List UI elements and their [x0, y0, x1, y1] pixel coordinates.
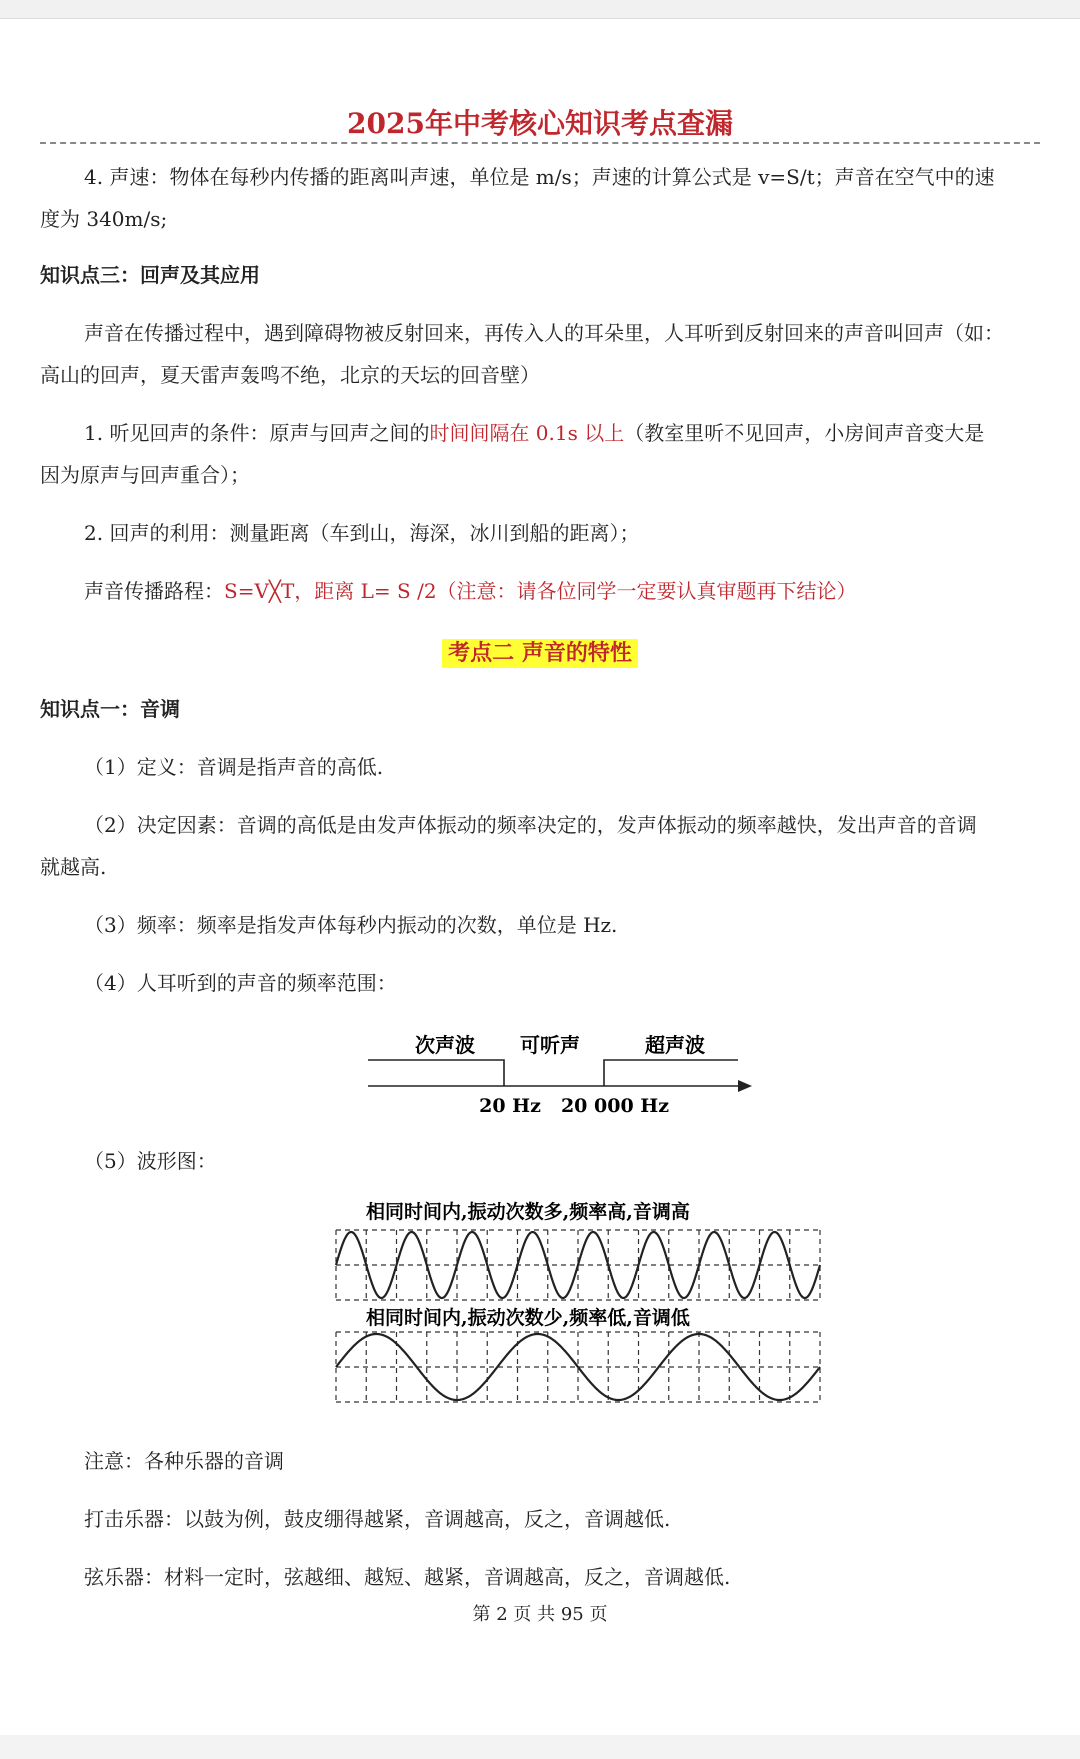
heading-echo: 知识点三：回声及其应用 — [40, 263, 260, 287]
document-title: 2025年中考核心知识考点查漏 — [347, 107, 733, 140]
speed-paragraph-cont: 度为 340m/s; — [40, 207, 168, 231]
axis-arrow-icon — [738, 1080, 752, 1092]
instrument-note: 注意：各种乐器的音调 — [84, 1449, 284, 1473]
page-footer: 第 2 页 共 95 页 — [472, 1604, 608, 1625]
echo-condition-line2: 因为原声与回声重合）； — [40, 463, 250, 487]
echo-condition — [40, 412, 1040, 454]
echo-use: 2. 回声的利用：测量距离（车到山，海深，冰川到船的距离）； — [84, 521, 640, 545]
pitch-definition: （1）定义：音调是指声音的高低. — [84, 755, 384, 779]
waveform-label: （5）波形图： — [84, 1149, 217, 1173]
percussion-note: 打击乐器：以鼓为例，鼓皮绷得越紧，音调越高，反之，音调越低. — [84, 1507, 671, 1531]
ultrasound-bracket — [604, 1060, 738, 1086]
echo-condition-highlight: 时间间隔在 0.1s 以上 — [429, 421, 625, 445]
title-divider — [40, 142, 1040, 144]
pitch-factor-line2: 就越高. — [40, 855, 107, 879]
waveform-high-caption: 相同时间内,振动次数多,频率高,音调高 — [366, 1201, 690, 1223]
echo-condition-suffix: （教室里听不见回声，小房间声音变大是 — [624, 421, 985, 445]
low-threshold-label: 20 Hz — [479, 1095, 541, 1117]
frequency-definition: （3）频率：频率是指发声体每秒内振动的次数，单位是 Hz. — [84, 913, 618, 937]
ultrasound-label: 超声波 — [645, 1033, 705, 1057]
sound-path-formula: S=V╳T，距离 L= S /2 — [224, 579, 437, 603]
echo-condition-prefix: 1. 听见回声的条件：原声与回声之间的 — [84, 421, 430, 445]
bottom-strip — [0, 1735, 1080, 1759]
sound-path-note: （注意：请各位同学一定要认真审题再下结论） — [436, 579, 857, 603]
frequency-range-diagram — [360, 1020, 760, 1120]
echo-definition-line1: 声音在传播过程中，遇到障碍物被反射回来，再传入人的耳朵里，人耳听到反射回来的声音叫回声（如： — [84, 321, 1004, 345]
pitch-factor-line1: （2）决定因素：音调的高低是由发声体振动的频率决定的，发声体振动的频率越快，发出声音的音调 — [84, 813, 977, 837]
sound-path — [40, 570, 1040, 612]
waveform-diagram — [330, 1198, 830, 1418]
echo-definition-line2: 高山的回声，夏天雷声轰鸣不绝，北京的天坛的回音壁） — [40, 363, 540, 387]
string-note: 弦乐器：材料一定时，弦越细、越短、越紧，音调越高，反之，音调越低. — [84, 1565, 731, 1589]
speed-paragraph: 4. 声速：物体在每秒内传播的距离叫声速，单位是 m/s；声速的计算公式是 v=S/t；声音在空气中的速 — [84, 165, 995, 189]
heading-pitch: 知识点一：音调 — [40, 697, 180, 721]
top-bar — [0, 0, 1080, 19]
waveform-low-caption: 相同时间内,振动次数少,频率低,音调低 — [366, 1307, 690, 1329]
section-heading: 考点二 声音的特性 — [0, 636, 1080, 667]
infrasound-bracket — [368, 1060, 504, 1086]
infrasound-label: 次声波 — [415, 1033, 475, 1057]
frequency-range-label: （4）人耳听到的声音的频率范围： — [84, 971, 397, 995]
sound-path-prefix: 声音传播路程： — [84, 579, 224, 603]
high-threshold-label: 20 000 Hz — [560, 1095, 670, 1117]
audible-label: 可听声 — [520, 1033, 580, 1057]
